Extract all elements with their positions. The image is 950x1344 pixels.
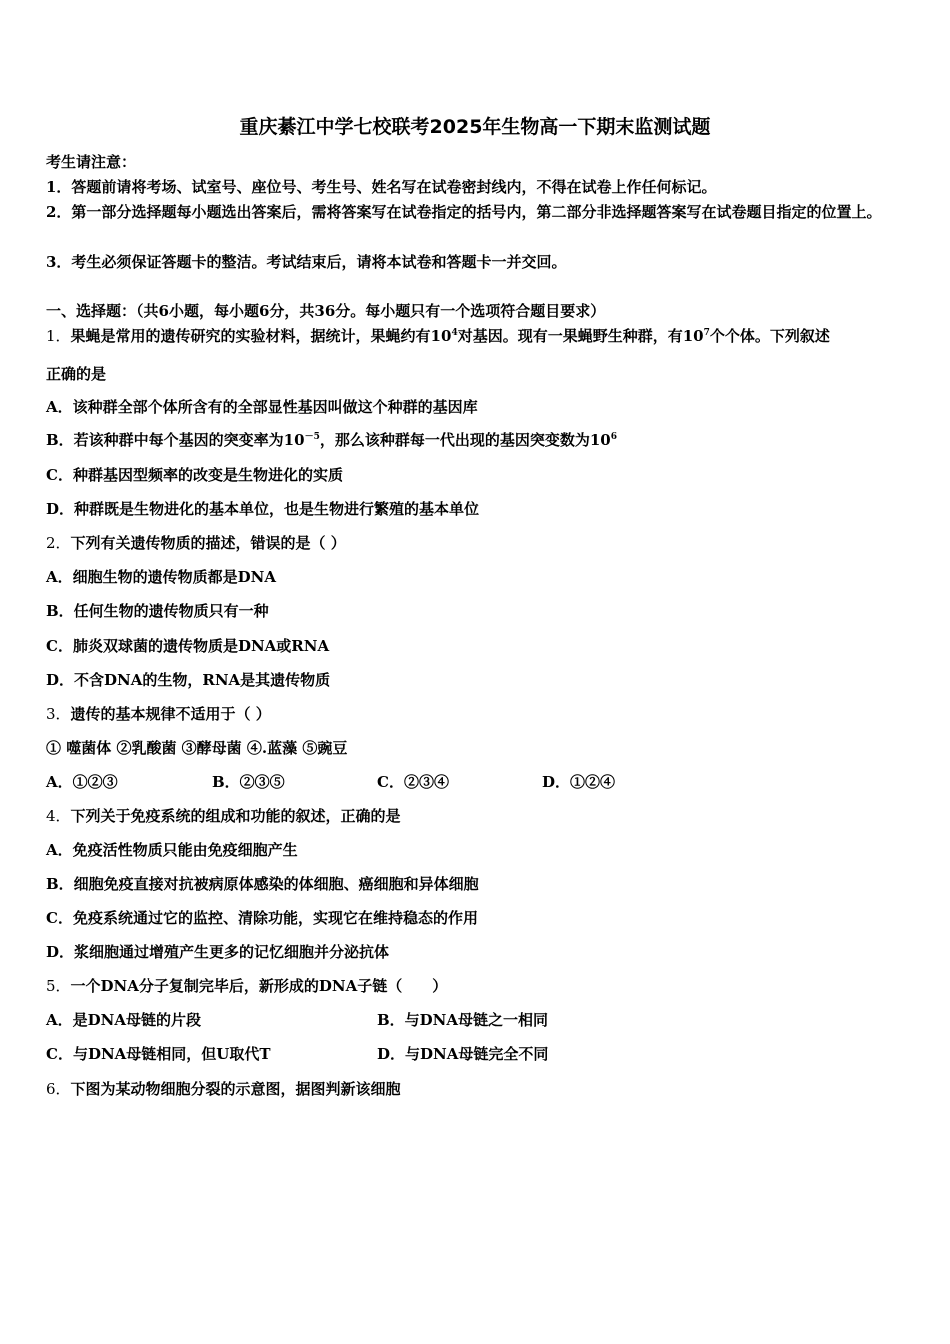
section-heading: 一、选择题：（共6小题，每小题6分，共36分。每小题只有一个选项符合题目要求）	[46, 302, 606, 320]
question-1-option-a: A．该种群全部个体所含有的全部显性基因叫做这个种群的基因库	[46, 398, 478, 416]
question-6-stem: 6．下图为某动物细胞分裂的示意图，据图判新该细胞	[46, 1080, 401, 1098]
question-4-option-b: B．细胞免疫直接对抗被病原体感染的体细胞、癌细胞和异体细胞	[46, 875, 479, 893]
question-4-option-a: A．免疫活性物质只能由免疫细胞产生	[46, 841, 298, 859]
question-4-option-d: D．浆细胞通过增殖产生更多的记忆细胞并分泌抗体	[46, 943, 390, 961]
notice-item-2: 2．第一部分选择题每小题选出答案后，需将答案写在试卷指定的括号内，第二部分非选择题答案写在试卷题目指定的位置上。	[46, 203, 882, 221]
notice-heading: 考生请注意：	[46, 153, 137, 171]
question-3-option-c: C．②③④	[377, 773, 449, 791]
question-4-stem: 4．下列关于免疫系统的组成和功能的叙述，正确的是	[46, 807, 401, 825]
question-1-option-d: D．种群既是生物进化的基本单位，也是生物进行繁殖的基本单位	[46, 500, 480, 518]
question-1-option-b: B．若该种群中每个基因的突变率为$10^{-5}$，那么该种群每一代出现的基因突变数为$10^6$	[46, 431, 617, 449]
question-2-option-b: B．任何生物的遗传物质只有一种	[46, 602, 269, 620]
question-3-option-b: B．②③⑤	[212, 773, 285, 791]
question-4-option-c: C．免疫系统通过它的监控、清除功能，实现它在维持稳态的作用	[46, 909, 478, 927]
question-2-option-a: A．细胞生物的遗传物质都是DNA	[46, 568, 276, 586]
notice-item-3: 3．考生必须保证答题卡的整洁。考试结束后，请将本试卷和答题卡一并交回。	[46, 253, 567, 271]
question-1-stem: 1．果蝇是常用的遗传研究的实验材料，据统计，果蝇约有$10^4$对基因。现有一果蝇野生种群，有$10^7$个个体。下列叙述	[46, 327, 830, 345]
question-5-option-b: B．与DNA母链之一相同	[377, 1011, 549, 1029]
question-2-stem: 2．下列有关遗传物质的描述，错误的是（ ）	[46, 534, 346, 552]
question-5-option-d: D．与DNA母链完全不同	[377, 1045, 549, 1063]
page-title: 重庆綦江中学七校联考2025年生物高一下期末监测试题	[239, 116, 711, 138]
question-number: 1．	[46, 327, 71, 345]
question-number: 3．	[46, 705, 71, 723]
question-number: 5．	[46, 977, 71, 995]
question-2-option-d: D．不含DNA的生物，RNA是其遗传物质	[46, 671, 331, 689]
question-1-option-c: C．种群基因型频率的改变是生物进化的实质	[46, 466, 343, 484]
notice-item-1: 1．答题前请将考场、试室号、座位号、考生号、姓名写在试卷密封线内，不得在试卷上作任何标记。	[46, 178, 717, 196]
question-1-stem-continued: 正确的是	[46, 365, 107, 383]
question-number: 4．	[46, 807, 71, 825]
question-number: 6．	[46, 1080, 71, 1098]
question-number: 2．	[46, 534, 71, 552]
question-3-option-d: D．①②④	[542, 773, 616, 791]
question-5-option-c: C．与DNA母链相同，但U取代T	[46, 1045, 271, 1063]
question-5-stem: 5．一个DNA分子复制完毕后，新形成的DNA子链（ ）	[46, 977, 448, 995]
question-3-stem: 3．遗传的基本规律不适用于（ ）	[46, 705, 271, 723]
question-5-option-a: A．是DNA母链的片段	[46, 1011, 201, 1029]
question-3-option-a: A．①②③	[46, 773, 118, 791]
question-3-items: ① 噬菌体 ②乳酸菌 ③酵母菌 ④.蓝藻 ⑤豌豆	[46, 739, 348, 757]
question-2-option-c: C．肺炎双球菌的遗传物质是DNA或RNA	[46, 637, 330, 655]
